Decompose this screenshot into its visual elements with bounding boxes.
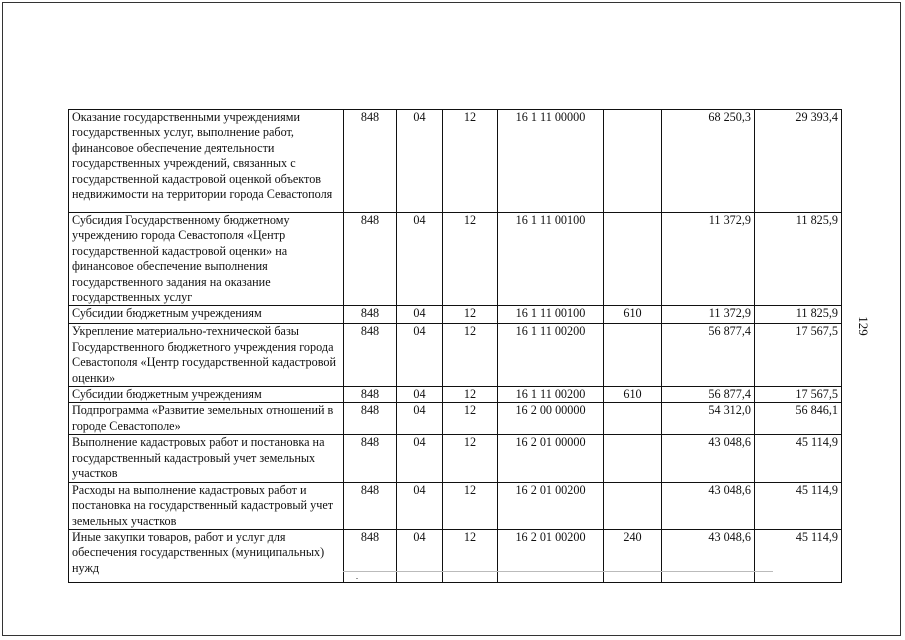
row-expense-type-cell: 610 [604,387,662,403]
row-amount-1-cell: 56 877,4 [662,387,755,403]
row-name-cell: Выполнение кадастровых работ и постановка на государственный кадастровый учет земельных участков [69,435,344,482]
row-target-article-cell: 16 1 11 00100 [498,306,604,324]
row-amount-2-cell: 45 114,9 [755,435,842,482]
row-amount-2-cell: 17 567,5 [755,387,842,403]
row-expense-type-cell [604,482,662,529]
row-section-cell: 04 [397,529,443,582]
row-expense-type-cell [604,213,662,306]
row-name-cell: Субсидии бюджетным учреждениям [69,306,344,324]
row-amount-2-cell: 11 825,9 [755,306,842,324]
row-section-cell: 04 [397,110,443,213]
row-amount-2-cell: 45 114,9 [755,529,842,582]
row-amount-2-cell: 17 567,5 [755,324,842,387]
scan-speck [356,578,358,579]
row-amount-2-cell: 29 393,4 [755,110,842,213]
row-target-article-cell: 16 1 11 00100 [498,213,604,306]
row-subsection-cell: 12 [443,403,498,435]
row-ved-cell: 848 [344,324,397,387]
row-target-article-cell: 16 2 01 00200 [498,529,604,582]
budget-table [68,109,842,583]
row-section-cell: 04 [397,306,443,324]
row-section-cell: 04 [397,435,443,482]
table-row [69,306,842,324]
row-amount-2-cell: 11 825,9 [755,213,842,306]
row-amount-2-cell: 45 114,9 [755,482,842,529]
row-section-cell: 04 [397,482,443,529]
row-ved-cell: 848 [344,482,397,529]
row-expense-type-cell [604,435,662,482]
row-amount-1-cell: 11 372,9 [662,213,755,306]
footer-rule [343,571,773,572]
row-target-article-cell: 16 1 11 00200 [498,387,604,403]
row-subsection-cell: 12 [443,529,498,582]
row-section-cell: 04 [397,213,443,306]
row-amount-1-cell: 43 048,6 [662,529,755,582]
row-name-cell: Оказание государственными учреждениями государственных услуг, выполнение работ, финансовое обеспечение деятельности государственных учреждений, связанных с государственной кадастровой оценкой объектов недвижимости на территории города Севастополя [69,110,344,213]
row-amount-2-cell: 56 846,1 [755,403,842,435]
row-subsection-cell: 12 [443,387,498,403]
row-ved-cell: 848 [344,110,397,213]
table-row [69,435,842,482]
row-target-article-cell: 16 2 01 00200 [498,482,604,529]
table-row [69,324,842,387]
budget-table-body [69,110,842,583]
table-row [69,387,842,403]
row-section-cell: 04 [397,403,443,435]
row-target-article-cell: 16 2 01 00000 [498,435,604,482]
row-subsection-cell: 12 [443,213,498,306]
row-section-cell: 04 [397,324,443,387]
table-row [69,213,842,306]
row-ved-cell: 848 [344,306,397,324]
row-name-cell: Субсидия Государственному бюджетному учреждению города Севастополя «Центр государственной кадастровой оценки» на финансовое обеспечение выполнения государственного задания на оказание государственных услуг [69,213,344,306]
row-subsection-cell: 12 [443,435,498,482]
row-amount-1-cell: 11 372,9 [662,306,755,324]
table-row [69,529,842,582]
row-name-cell: Подпрограмма «Развитие земельных отношений в городе Севастополе» [69,403,344,435]
row-section-cell: 04 [397,387,443,403]
row-expense-type-cell: 240 [604,529,662,582]
row-subsection-cell: 12 [443,110,498,213]
row-ved-cell: 848 [344,435,397,482]
row-name-cell: Иные закупки товаров, работ и услуг для обеспечения государственных (муниципальных) нужд [69,529,344,582]
row-subsection-cell: 12 [443,482,498,529]
table-row [69,403,842,435]
row-name-cell: Укрепление материально-технической базы Государственного бюджетного учреждения города Севастополя «Центр государственной кадастровой оценки» [69,324,344,387]
row-name-cell: Субсидии бюджетным учреждениям [69,387,344,403]
row-amount-1-cell: 43 048,6 [662,435,755,482]
table-row [69,110,842,213]
row-ved-cell: 848 [344,213,397,306]
table-row [69,482,842,529]
row-expense-type-cell [604,403,662,435]
row-expense-type-cell [604,110,662,213]
row-target-article-cell: 16 1 11 00000 [498,110,604,213]
row-amount-1-cell: 68 250,3 [662,110,755,213]
row-amount-1-cell: 56 877,4 [662,324,755,387]
page-number: 129 [855,316,871,336]
row-name-cell: Расходы на выполнение кадастровых работ и постановка на государственный кадастровый учет земельных участков [69,482,344,529]
row-expense-type-cell [604,324,662,387]
row-ved-cell: 848 [344,403,397,435]
row-target-article-cell: 16 2 00 00000 [498,403,604,435]
row-ved-cell: 848 [344,387,397,403]
row-ved-cell: 848 [344,529,397,582]
row-subsection-cell: 12 [443,324,498,387]
row-amount-1-cell: 43 048,6 [662,482,755,529]
row-target-article-cell: 16 1 11 00200 [498,324,604,387]
row-subsection-cell: 12 [443,306,498,324]
row-amount-1-cell: 54 312,0 [662,403,755,435]
row-expense-type-cell: 610 [604,306,662,324]
